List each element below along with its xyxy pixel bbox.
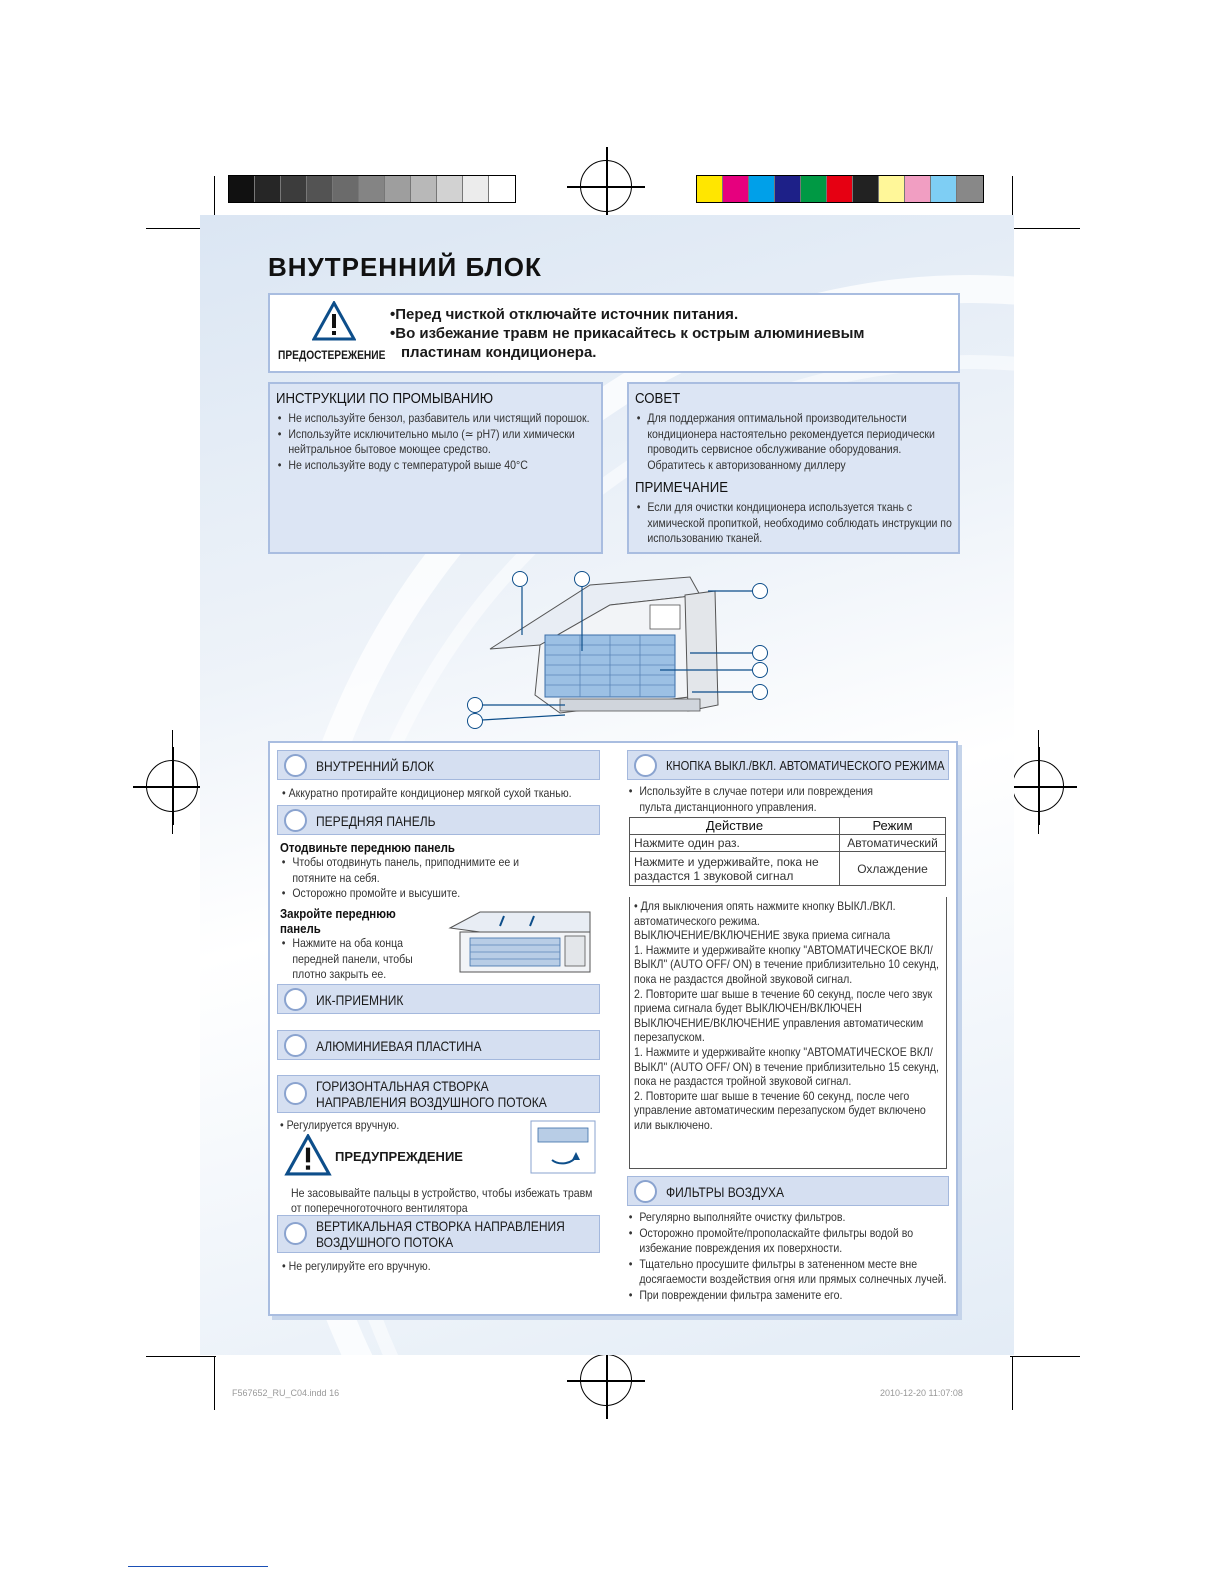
section-title: АЛЮМИНИЕВАЯ ПЛАСТИНА xyxy=(316,1038,482,1054)
caution-box xyxy=(268,293,960,373)
section-bar-air-filters xyxy=(627,1176,949,1206)
section-bar-auto-button xyxy=(627,750,949,780)
note-heading: ПРИМЕЧАНИЕ xyxy=(635,479,729,496)
section-number-circle xyxy=(284,809,307,832)
auto-button-text: • Используйте в случае потери или повреждения пульта дистанционного управления. xyxy=(627,784,917,815)
section-number-circle xyxy=(634,754,657,777)
section-bar-ir-receiver xyxy=(277,984,600,1014)
louver-adjust-illustration xyxy=(530,1120,596,1174)
indoor-unit-text: • Аккуратно протирайте кондиционер мягкой сухой тканью. xyxy=(282,786,572,800)
washing-list: • Не используйте бензол, разбавитель или чистящий порошок. • Используйте исключительно мыло (≃ pH7) или химически нейтральное бытовое моющее средство. • Не используйте воду с температурой выше 40°C xyxy=(276,411,593,473)
registration-mark xyxy=(580,160,632,212)
crop-mark xyxy=(214,1356,215,1410)
air-filters-list: • Регулярно выполняйте очистку фильтров. • Осторожно промойте/прополаскайте фильтры водой во избежание повреждения их поверхности. • Тщательно просушите фильтры в затененном месте вне досягаемости воздействия огня или прямых солнечных лучей. • При повреждении фильтра замените его. xyxy=(627,1210,948,1303)
table-row: Нажмите и удерживайте, пока не раздастся 1 звуковой сигнал Охлаждение xyxy=(630,852,946,886)
section-bar-horizontal-louver xyxy=(277,1075,600,1113)
color-bar xyxy=(696,175,984,203)
indoor-unit-diagram xyxy=(460,565,780,735)
advice-list: • Для поддержания оптимальной производительности кондиционера настоятельно рекомендуется периодически проводить сервисное обслуживание оборудования. Обратитесь к авторизованному диллеру xyxy=(635,411,954,473)
section-number-circle xyxy=(284,754,307,777)
crop-mark xyxy=(1012,1356,1013,1410)
crop-mark xyxy=(1010,228,1080,229)
advice-box xyxy=(627,382,960,554)
table-header-mode: Режим xyxy=(840,818,946,835)
section-title: КНОПКА ВЫКЛ./ВКЛ. АВТОМАТИЧЕСКОГО РЕЖИМА xyxy=(666,758,945,773)
callout-circle xyxy=(752,684,768,700)
section-title: ВЕРТИКАЛЬНАЯ СТВОРКА НАПРАВЛЕНИЯ ВОЗДУШНОГО ПОТОКА xyxy=(316,1218,565,1250)
warning-triangle-icon xyxy=(284,1134,332,1176)
vertical-louver-text: • Не регулируйте его вручную. xyxy=(282,1259,431,1273)
crop-mark xyxy=(1010,1356,1080,1357)
caution-label: ПРЕДОСТЕРЕЖЕНИЕ xyxy=(278,348,386,362)
horizontal-louver-text: • Регулируется вручную. xyxy=(280,1118,400,1132)
registration-mark xyxy=(146,760,198,812)
callout-circle xyxy=(752,583,768,599)
front-panel-illustration xyxy=(440,908,600,978)
crop-mark xyxy=(146,1356,216,1357)
callout-circle xyxy=(752,645,768,661)
warning-text: Не засовывайте пальцы в устройство, чтобы избежать травм от поперечноготочного вентилятора xyxy=(291,1186,593,1215)
callout-circle xyxy=(752,662,768,678)
section-bar-front-panel xyxy=(277,805,600,835)
note-list: • Если для очистки кондиционера используется ткань с химической пропиткой, необходимо соблюдать инструкции по использованию тканей. xyxy=(635,500,954,547)
caution-text: •Перед чисткой отключайте источник питания. •Во избежание травм не прикасайтесь к острым алюминиевым пластинам кондиционера. xyxy=(390,306,865,361)
section-bar-vertical-louver xyxy=(277,1215,600,1253)
section-title: ГОРИЗОНТАЛЬНАЯ СТВОРКА НАПРАВЛЕНИЯ ВОЗДУШНОГО ПОТОКА xyxy=(316,1078,547,1110)
callout-circle xyxy=(467,697,483,713)
section-number-circle xyxy=(284,1222,307,1245)
footer-timestamp: 2010-12-20 11:07:08 xyxy=(880,1388,963,1398)
callout-circle xyxy=(574,571,590,587)
warning-triangle-icon xyxy=(312,301,356,341)
section-title: ПЕРЕДНЯЯ ПАНЕЛЬ xyxy=(316,813,436,829)
table-row: Нажмите один раз. Автоматический xyxy=(630,835,946,852)
front-panel-text: Отодвиньте переднюю панель • Чтобы отодвинуть панель, приподнимите ее и потяните на себя. • Осторожно промойте и высушите. xyxy=(280,840,610,902)
section-title: ИК-ПРИЕМНИК xyxy=(316,992,404,1008)
air-conditioner-illustration xyxy=(460,565,780,735)
callout-circle xyxy=(467,713,483,729)
registration-mark xyxy=(580,1354,632,1406)
table-header-action: Действие xyxy=(630,818,840,835)
registration-mark xyxy=(1012,760,1064,812)
section-title: ВНУТРЕННИЙ БЛОК xyxy=(316,758,435,774)
callout-circle xyxy=(512,571,528,587)
section-title: ФИЛЬТРЫ ВОЗДУХА xyxy=(666,1184,785,1200)
warning-label: ПРЕДУПРЕЖДЕНИЕ xyxy=(335,1149,463,1164)
section-bar-aluminium-fin xyxy=(277,1030,600,1060)
washing-heading: ИНСТРУКЦИИ ПО ПРОМЫВАНИЮ xyxy=(276,390,494,407)
section-bar-indoor-unit xyxy=(277,750,600,780)
section-number-circle xyxy=(284,1082,307,1105)
section-number-circle xyxy=(634,1180,657,1203)
close-panel-text: Закройте переднюю панель • Нажмите на оба конца передней панели, чтобы плотно закрыть ее. xyxy=(280,906,450,983)
footer-file-name: F567652_RU_C04.indd 16 xyxy=(232,1388,340,1398)
page-title: ВНУТРЕННИЙ БЛОК xyxy=(268,252,542,282)
washing-instructions-box xyxy=(268,382,603,554)
grayscale-bar xyxy=(228,175,516,203)
auto-button-steps: • Для выключения опять нажмите кнопку ВЫКЛ./ВКЛ. автоматического режима. ВЫКЛЮЧЕНИЕ/ВКЛЮЧЕНИЕ звука приема сигнала 1. Нажмите и удерживайте кнопку "АВТОМАТИЧЕСКОЕ ВКЛ/ВЫКЛ" (AUTO OFF/ ON) в течение приблизительно 10 секунд, пока не раздастся двойной звуковой сигнал. 2. Повторите шаг выше в течение 60 секунд, после чего звук приема сигнала будет ВЫКЛЮЧЕН/ВКЛЮЧЕН ВЫКЛЮЧЕНИЕ/ВКЛЮЧЕНИЕ управления автоматическим перезапуском. 1. Нажмите и удерживайте кнопку "АВТОМАТИЧЕСКОЕ ВКЛ/ВЫКЛ" (AUTO OFF/ ON) в течение приблизительно 15 секунд, пока не раздастся тройной звуковой сигнал. 2. Повторите шаг выше в течение 60 секунд, после чего управление автоматическим перезапуском будет включено или выключено. xyxy=(629,897,947,1169)
section-number-circle xyxy=(284,1034,307,1057)
bottom-rule xyxy=(128,1566,268,1567)
advice-heading: СОВЕТ xyxy=(635,390,681,407)
action-mode-table xyxy=(629,817,946,886)
section-number-circle xyxy=(284,988,307,1011)
